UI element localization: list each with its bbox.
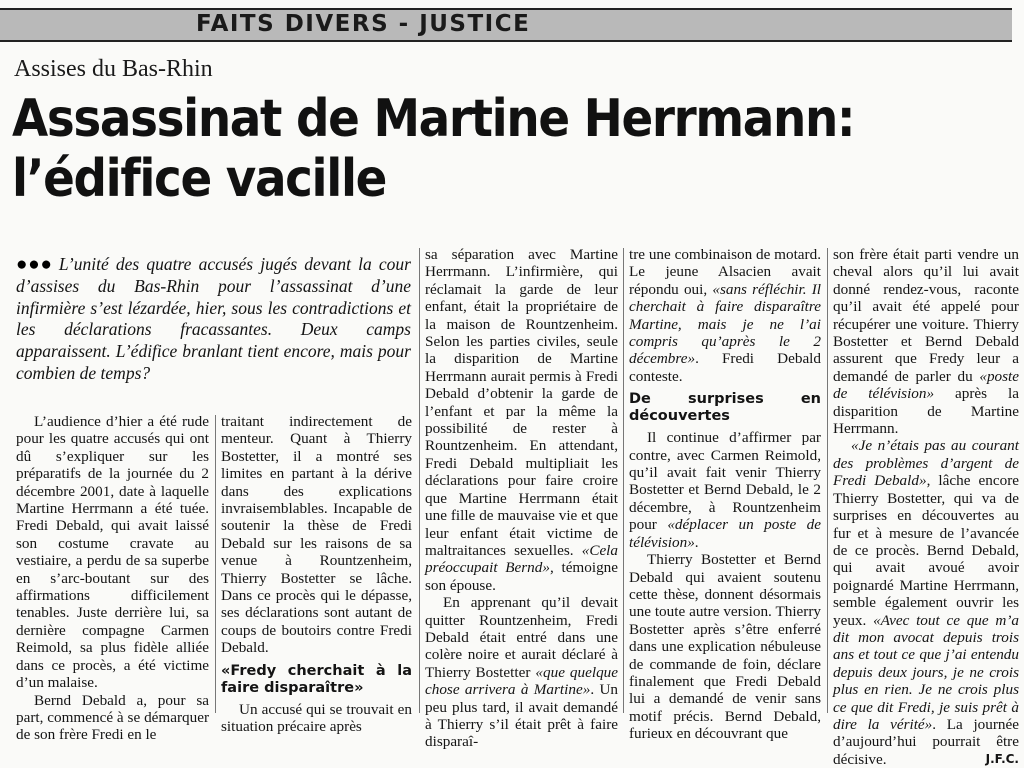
article-column-2	[221, 413, 412, 736]
paragraph: L’audience d’hier a été rude pour les quatre accusés qui ont dû s’expliquer sur les préparatifs de la journée du 2 décembre 2001, date à laquelle Martine Herrmann a été tuée. Fredi Debald, qui avait laissé son costume cravate au vestiaire, a perdu de sa superbe en s’arc-boutant sur des affirmations difficilement tenables. Juste derrière lui, sa dernière compagne Carmen Reimold, sa plus fidèle alliée dans ce procès, a été victime d’un malaise.	[16, 413, 209, 692]
section-rubric-bar	[0, 8, 1012, 42]
quote: «que quelque chose arrivera à Martine»	[425, 663, 619, 699]
section-rubric: FAITS DIVERS - JUSTICE	[196, 11, 531, 37]
bullet-dots-icon: ●●●	[16, 254, 53, 275]
article-column-4	[629, 246, 822, 743]
paragraph: «Je n’étais pas au courant des problèmes d’argent de Fredi Debald», lâche encore Thierry Bostetter, qui va de surprises en découvertes au fur et à mesure de l’avancée de ce procès. Bernd Debald, qui avait avoué avoir poignardé Martine Herrmann, semble également ouvrir les yeux. «Avec tout ce que m’a dit mon avocat depuis trois ans et tout ce que j’ai entendu depuis deux jours, je ne crois plus en rien. Je ne crois plus ce que dit Fredi, je suis prêt à dire la vérité». La journée d’aujourd’hui pourrait être décisive. J.F.C.	[833, 437, 1019, 768]
article-column-5	[833, 246, 1020, 768]
article-column-3	[425, 246, 619, 751]
paragraph: En apprenant qu’il devait quitter Rountzenheim, Fredi Debald était entré dans une colère noire et aurait déclaré à Thierry Bostetter «que quelque chose arrivera à Martine». Un peu plus tard, il avait demandé à Thierry s’il était prêt à faire disparaî-	[425, 594, 619, 751]
column-rule	[419, 248, 420, 713]
column-rule	[215, 415, 216, 713]
quote: «Cela préoccupait Bernd»	[425, 541, 618, 577]
headline	[12, 89, 921, 209]
lead-text: L’unité des quatre accusés jugés devant la cour d’assises du Bas-Rhin pour l’assassinat d’une infirmière s’est lézardée, hier, sous les contradictions et les déclarations fracassantes. Deux camps apparaissent. L’édifice branlant tient encore, mais pour combien de temps?	[16, 254, 411, 383]
kicker: Assises du Bas-Rhin	[14, 56, 213, 82]
quote: «déplacer un poste de télévision»	[629, 516, 822, 551]
paragraph: Thierry Bostetter et Bernd Debald qui avaient soutenu cette thèse, donnent désormais une toute autre version. Thierry Bostetter après s’être enferré dans une explication nébuleuse de commande de foin, déclare finalement que Fredi Debald lui a demandé de venir sans motif précis. Bernd Debald, furieux en découvrant que	[629, 551, 821, 743]
article-column-1	[16, 413, 209, 744]
author-signature: J.F.C.	[985, 751, 1019, 766]
subheading: De surprises en découvertes	[629, 391, 821, 425]
lead-paragraph	[16, 254, 411, 385]
quote: «sans réfléchir. Il cherchait à faire disparaître Martine, mais je ne l’ai compris qu’après le 2 décembre»	[629, 280, 821, 368]
paragraph: traitant indirectement de menteur. Quant à Thierry Bostetter, il a montré ses limites en partant à la dérive dans des explications invraisemblables. Incapable de soutenir la thèse de Fredi Debald sur les raisons de sa venue à Rountzenheim, Thierry Bostetter se lâche. Dans ce procès qui le dépasse, ses déclarations sont autant de coups de boutoirs contre Fredi Debald.	[221, 413, 412, 657]
quote: «poste de télévision»	[833, 367, 1020, 403]
column-rule	[623, 248, 624, 713]
paragraph: sa séparation avec Martine Herrmann. L’infirmière, qui réclamait la garde de leur enfant, était la propriétaire de la maison de Rountzenheim. Selon les parties civiles, seule la disparition de Martine Herrmann aurait permis à Fredi Debald d’obtenir la garde de l’enfant et par la même la possibilité de rester à Rountzenheim. En attendant, Fredi Debald multipliait les déclarations pour faire croire que Martine Herrmann était une fille de mauvaise vie et que leur enfant était victime de maltraitances sexuelles. «Cela préoccupait Bernd», témoigne son épouse.	[425, 246, 618, 594]
paragraph: Bernd Debald a, pour sa part, commencé à se démarquer de son frère Fredi en le	[16, 691, 209, 744]
paragraph: Il continue d’affirmer par contre, avec Carmen Reimold, qu’il avait fait venir Thierry Bostetter et Bernd Debald, le 2 décembre, à Rountzenheim pour «déplacer un poste de télévision».	[629, 429, 822, 551]
paragraph: Un accusé qui se trouvait en situation précaire après	[221, 700, 412, 736]
paragraph: tre une combinaison de motard. Le jeune Alsacien avait répondu oui, «sans réfléchir. Il cherchait à faire disparaître Martine, mais je ne l’ai compris qu’après le 2 décembre». Fredi Debald conteste.	[629, 246, 821, 385]
column-rule	[827, 248, 828, 713]
paragraph: son frère était parti vendre un cheval alors qu’il lui avait donné rendez-vous, raconte qu’il avait été appelé pour récupérer une voiture. Thierry Bostetter et Bernd Debald assurent que Fredy leur a demandé de parler du «poste de télévision» après la disparition de Martine Herrmann.	[833, 246, 1020, 438]
headline-line-2: l’édifice vacille	[12, 149, 387, 209]
quote: «Je n’étais pas au courant des problèmes d’argent de Fredi Debald»	[833, 437, 1019, 490]
headline-line-1: Assassinat de Martine Herrmann:	[12, 89, 855, 149]
subheading: «Fredy cherchait à la faire disparaître»	[221, 662, 412, 696]
quote: «Avec tout ce que m’a dit mon avocat depuis trois ans et tout ce que j’ai entendu depuis deux jours, je ne crois plus en rien. Je ne crois plus ce que dit Fredi, je suis prêt à dire la vérité»	[833, 611, 1019, 733]
